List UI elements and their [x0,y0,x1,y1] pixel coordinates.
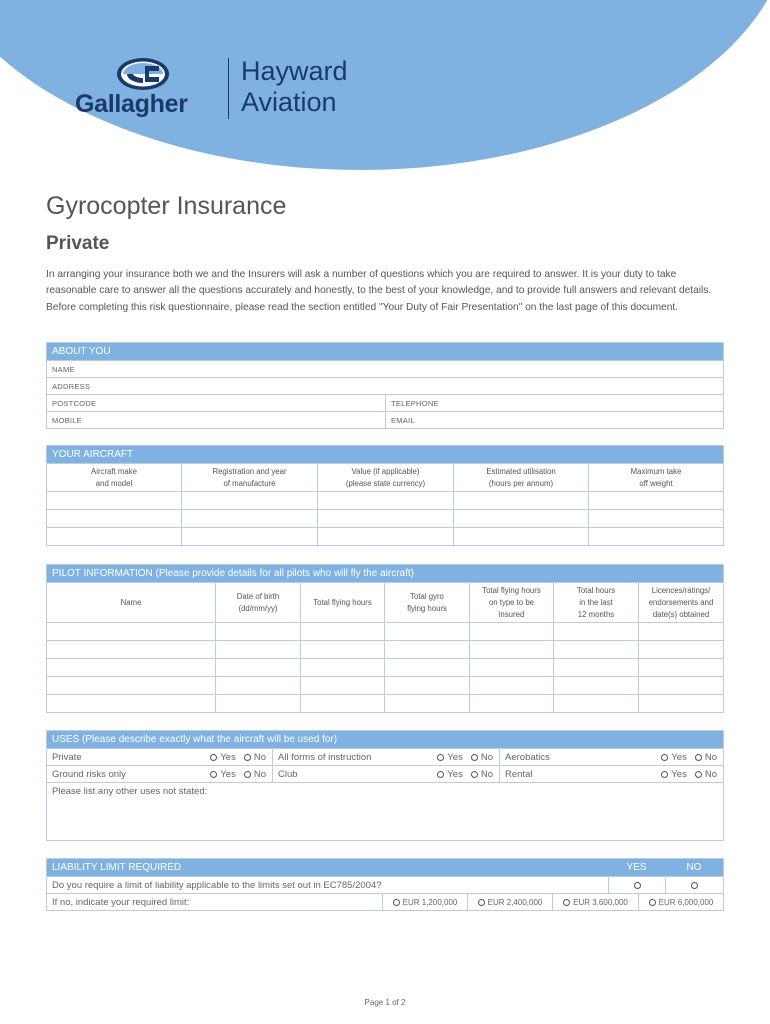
pilot-heading: PILOT INFORMATION (Please provide details for all pilots who will fly the aircraft) [47,565,723,582]
logo-division-line1: Hayward [241,56,348,86]
gallagher-globe-icon [115,56,171,92]
pilot-entry-row[interactable] [47,622,723,640]
aircraft-col-value: Value (if applicable) (please state currency) [318,464,454,491]
pilot-col-licences: Licences/ratings/ endorsements and date(s) obtained [648,585,714,619]
use-ground-label: Ground risks only [52,769,126,780]
use-instruction-label: All forms of instruction [278,752,372,763]
aircraft-header-row [47,463,723,491]
use-rental-options [642,766,723,782]
uses-heading: USES (Please describe exactly what the aircraft will be used for) [47,731,723,748]
use-instruction-yes[interactable]: Yes [437,752,463,763]
liability-no-heading: NO [686,862,702,873]
limit-option-1[interactable]: EUR 1,200,000 [383,894,468,910]
radio-icon [210,754,217,761]
aircraft-col-registration: Registration and year of manufacture [182,464,318,491]
liability-limit-row [47,893,723,910]
aircraft-col-utilisation: Estimated utilisation (hours per annum) [454,464,589,491]
pilot-entry-row[interactable] [47,640,723,658]
radio-icon [471,754,478,761]
uses-row-1 [47,748,723,765]
other-uses-label: Please list any other uses not stated: [52,786,208,797]
use-ground-no[interactable]: No [244,769,266,780]
radio-icon [437,771,444,778]
pilot-col-recent-hours: Total hours in the last 12 months [554,583,639,622]
liability-limit-label: If no, indicate your required limit: [47,894,383,910]
use-aerobatics-options [642,749,723,765]
pilot-col-dob: Date of birth (dd/mm/yy) [216,583,301,622]
intro-paragraph: In arranging your insurance both we and the Insurers will ask a number of questions which you are required to answer. It is your duty to take reasonable care to answer all the questions accurately and honestly, to the best of your knowledge, and to provide full answers and relevant details. Before completing this risk questionnaire, please read the section entitled "Your Duty of Fair Presentation" on the last page of this document. [46,269,712,313]
mobile-field-label[interactable]: MOBILE [47,412,386,428]
use-ground-options [190,766,273,782]
pilot-section [46,564,724,713]
aircraft-entry-row[interactable] [47,509,723,527]
uses-row-2 [47,765,723,782]
radio-icon [691,882,698,889]
use-rental-yes[interactable]: Yes [661,769,687,780]
pilot-col-name: Name [47,583,216,622]
address-field-label: ADDRESS [52,382,91,391]
use-club-yes[interactable]: Yes [437,769,463,780]
liability-question: Do you require a limit of liability applicable to the limits set out in EC785/2004? [47,877,609,893]
use-ground-yes[interactable]: Yes [210,769,236,780]
use-aerobatics-label: Aerobatics [505,752,550,763]
radio-icon [695,754,702,761]
pilot-header-row [47,582,723,622]
pilot-entry-row[interactable] [47,676,723,694]
about-you-heading: ABOUT YOU [47,343,723,360]
pilot-col-total-hours: Total flying hours [301,583,385,622]
aircraft-entry-row[interactable] [47,491,723,509]
pilot-col-gyro-hours: Total gyro flying hours [385,583,470,622]
limit-option-3[interactable]: EUR 3,600,000 [553,894,639,910]
aircraft-entry-row[interactable] [47,527,723,545]
logo-company-name: Gallagher [75,90,188,118]
pilot-col-type-hours: Total flying hours on type to be insured [470,583,554,622]
logo-divider [228,58,229,119]
other-uses-field[interactable] [47,782,723,840]
liability-section [46,858,724,911]
about-you-section [46,342,724,429]
email-field-label[interactable]: EMAIL [391,416,415,425]
use-club-no[interactable]: No [471,769,493,780]
use-instruction-options [416,749,500,765]
liability-question-row [47,876,723,893]
mobile-email-row [47,411,723,428]
document-subtitle: Private [46,233,110,254]
aircraft-section [46,445,724,546]
radio-icon [661,771,668,778]
logo-division-name [241,56,348,118]
use-instruction-no[interactable]: No [471,752,493,763]
aircraft-heading: YOUR AIRCRAFT [47,446,723,463]
radio-icon [244,771,251,778]
telephone-field-label[interactable]: TELEPHONE [391,399,439,408]
radio-icon [563,899,570,906]
use-rental-label: Rental [505,769,533,780]
aircraft-col-weight: Maximum take off weight [630,466,682,488]
liability-no-option[interactable] [666,877,723,893]
radio-icon [393,899,400,906]
postcode-telephone-row [47,394,723,411]
postcode-field-label[interactable]: POSTCODE [47,395,386,411]
pilot-entry-row[interactable] [47,658,723,676]
use-private-yes[interactable]: Yes [210,752,236,763]
address-row[interactable] [47,377,723,394]
radio-icon [695,771,702,778]
liability-heading: LIABILITY LIMIT REQUIRED [52,862,182,873]
document-title: Gyrocopter Insurance [46,192,287,220]
radio-icon [437,754,444,761]
use-private-label: Private [52,752,82,763]
logo-division-line2: Aviation [241,87,337,117]
name-row[interactable] [47,360,723,377]
pilot-entry-row[interactable] [47,694,723,712]
name-field-label: NAME [52,365,75,374]
use-rental-no[interactable]: No [695,769,717,780]
use-club-label: Club [278,769,298,780]
liability-heading-row [47,859,723,876]
radio-icon [244,754,251,761]
radio-icon [471,771,478,778]
limit-option-4[interactable]: EUR 6,000,000 [639,894,723,910]
use-aerobatics-no[interactable]: No [695,752,717,763]
radio-icon [649,899,656,906]
limit-option-2[interactable]: EUR 2,400,000 [468,894,553,910]
radio-icon [210,771,217,778]
liability-yes-heading: YES [626,862,647,873]
use-private-options [190,749,273,765]
liability-yes-option[interactable] [609,877,666,893]
page-number: Page 1 of 2 [364,998,406,1007]
aircraft-col-make: Aircraft make and model [47,464,182,491]
radio-icon [661,754,668,761]
uses-section [46,730,724,841]
use-private-no[interactable]: No [244,752,266,763]
use-aerobatics-yes[interactable]: Yes [661,752,687,763]
use-club-options [416,766,500,782]
radio-icon [478,899,485,906]
radio-icon [634,882,641,889]
